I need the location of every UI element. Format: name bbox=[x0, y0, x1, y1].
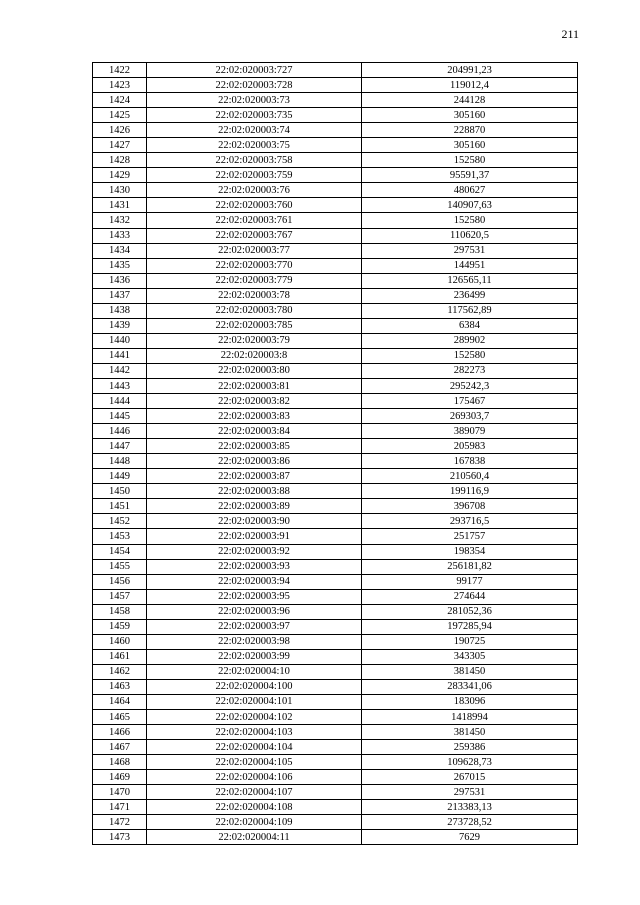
value-cell: 199116,9 bbox=[362, 484, 578, 499]
row-number-cell: 1442 bbox=[93, 363, 147, 378]
value-cell: 175467 bbox=[362, 394, 578, 409]
value-cell: 343305 bbox=[362, 649, 578, 664]
cadastral-number-cell: 22:02:020003:95 bbox=[147, 589, 362, 604]
table-row bbox=[93, 63, 578, 78]
cadastral-number-cell: 22:02:020003:74 bbox=[147, 123, 362, 138]
row-number-cell: 1432 bbox=[93, 213, 147, 228]
value-cell: 305160 bbox=[362, 138, 578, 153]
table-row bbox=[93, 318, 578, 333]
cadastral-number-cell: 22:02:020003:93 bbox=[147, 559, 362, 574]
row-number-cell: 1452 bbox=[93, 514, 147, 529]
value-cell: 152580 bbox=[362, 153, 578, 168]
table-row bbox=[93, 363, 578, 378]
cadastral-number-cell: 22:02:020003:779 bbox=[147, 273, 362, 288]
cadastral-number-cell: 22:02:020003:92 bbox=[147, 544, 362, 559]
row-number-cell: 1448 bbox=[93, 454, 147, 469]
value-cell: 293716,5 bbox=[362, 514, 578, 529]
value-cell: 7629 bbox=[362, 830, 578, 845]
value-cell: 205983 bbox=[362, 439, 578, 454]
row-number-cell: 1460 bbox=[93, 634, 147, 649]
value-cell: 213383,13 bbox=[362, 800, 578, 815]
table-row bbox=[93, 589, 578, 604]
table-row bbox=[93, 815, 578, 830]
value-cell: 228870 bbox=[362, 123, 578, 138]
cadastral-number-cell: 22:02:020003:88 bbox=[147, 484, 362, 499]
row-number-cell: 1463 bbox=[93, 679, 147, 694]
row-number-cell: 1447 bbox=[93, 439, 147, 454]
cadastral-number-cell: 22:02:020003:87 bbox=[147, 469, 362, 484]
cadastral-number-cell: 22:02:020003:84 bbox=[147, 424, 362, 439]
value-cell: 281052,36 bbox=[362, 604, 578, 619]
table-row bbox=[93, 93, 578, 108]
row-number-cell: 1453 bbox=[93, 529, 147, 544]
value-cell: 269303,7 bbox=[362, 409, 578, 424]
row-number-cell: 1449 bbox=[93, 469, 147, 484]
value-cell: 210560,4 bbox=[362, 469, 578, 484]
row-number-cell: 1468 bbox=[93, 755, 147, 770]
value-cell: 95591,37 bbox=[362, 168, 578, 183]
cadastral-number-cell: 22:02:020003:767 bbox=[147, 228, 362, 243]
row-number-cell: 1429 bbox=[93, 168, 147, 183]
cadastral-number-cell: 22:02:020004:105 bbox=[147, 755, 362, 770]
value-cell: 117562,89 bbox=[362, 303, 578, 318]
table-row bbox=[93, 619, 578, 634]
cadastral-number-cell: 22:02:020003:76 bbox=[147, 183, 362, 198]
table-row bbox=[93, 679, 578, 694]
row-number-cell: 1430 bbox=[93, 183, 147, 198]
value-cell: 267015 bbox=[362, 770, 578, 785]
cadastral-number-cell: 22:02:020003:85 bbox=[147, 439, 362, 454]
table-row bbox=[93, 529, 578, 544]
cadastral-number-cell: 22:02:020003:81 bbox=[147, 378, 362, 393]
row-number-cell: 1443 bbox=[93, 378, 147, 393]
value-cell: 297531 bbox=[362, 785, 578, 800]
cadastral-number-cell: 22:02:020003:75 bbox=[147, 138, 362, 153]
table-row bbox=[93, 649, 578, 664]
table-row bbox=[93, 153, 578, 168]
table-row bbox=[93, 333, 578, 348]
value-cell: 282273 bbox=[362, 363, 578, 378]
cadastral-number-cell: 22:02:020003:727 bbox=[147, 63, 362, 78]
cadastral-number-cell: 22:02:020004:101 bbox=[147, 694, 362, 709]
table-row bbox=[93, 108, 578, 123]
row-number-cell: 1428 bbox=[93, 153, 147, 168]
table-row bbox=[93, 740, 578, 755]
row-number-cell: 1467 bbox=[93, 740, 147, 755]
cadastral-number-cell: 22:02:020004:106 bbox=[147, 770, 362, 785]
cadastral-number-cell: 22:02:020003:760 bbox=[147, 198, 362, 213]
cadastral-number-cell: 22:02:020003:8 bbox=[147, 348, 362, 363]
row-number-cell: 1425 bbox=[93, 108, 147, 123]
value-cell: 389079 bbox=[362, 424, 578, 439]
table-row bbox=[93, 273, 578, 288]
row-number-cell: 1424 bbox=[93, 93, 147, 108]
table-row bbox=[93, 138, 578, 153]
cadastral-number-cell: 22:02:020003:97 bbox=[147, 619, 362, 634]
row-number-cell: 1461 bbox=[93, 649, 147, 664]
value-cell: 167838 bbox=[362, 454, 578, 469]
cadastral-number-cell: 22:02:020004:103 bbox=[147, 725, 362, 740]
value-cell: 126565,11 bbox=[362, 273, 578, 288]
row-number-cell: 1465 bbox=[93, 710, 147, 725]
table-row bbox=[93, 243, 578, 258]
cadastral-number-cell: 22:02:020003:99 bbox=[147, 649, 362, 664]
value-cell: 152580 bbox=[362, 213, 578, 228]
table-row bbox=[93, 288, 578, 303]
value-cell: 110620,5 bbox=[362, 228, 578, 243]
row-number-cell: 1451 bbox=[93, 499, 147, 514]
table-row bbox=[93, 559, 578, 574]
table-row bbox=[93, 303, 578, 318]
value-cell: 297531 bbox=[362, 243, 578, 258]
value-cell: 381450 bbox=[362, 725, 578, 740]
table-row bbox=[93, 710, 578, 725]
cadastral-number-cell: 22:02:020003:758 bbox=[147, 153, 362, 168]
value-cell: 259386 bbox=[362, 740, 578, 755]
page-number: 211 bbox=[561, 27, 579, 41]
cadastral-number-cell: 22:02:020003:89 bbox=[147, 499, 362, 514]
value-cell: 274644 bbox=[362, 589, 578, 604]
row-number-cell: 1446 bbox=[93, 424, 147, 439]
table-row bbox=[93, 213, 578, 228]
row-number-cell: 1472 bbox=[93, 815, 147, 830]
table-row bbox=[93, 198, 578, 213]
value-cell: 109628,73 bbox=[362, 755, 578, 770]
row-number-cell: 1444 bbox=[93, 394, 147, 409]
cadastral-number-cell: 22:02:020003:728 bbox=[147, 78, 362, 93]
table-row bbox=[93, 574, 578, 589]
row-number-cell: 1445 bbox=[93, 409, 147, 424]
table-row bbox=[93, 770, 578, 785]
cadastral-number-cell: 22:02:020004:109 bbox=[147, 815, 362, 830]
cadastral-number-cell: 22:02:020003:96 bbox=[147, 604, 362, 619]
cadastral-number-cell: 22:02:020003:94 bbox=[147, 574, 362, 589]
value-cell: 1418994 bbox=[362, 710, 578, 725]
row-number-cell: 1427 bbox=[93, 138, 147, 153]
row-number-cell: 1422 bbox=[93, 63, 147, 78]
table-row bbox=[93, 484, 578, 499]
table-row bbox=[93, 409, 578, 424]
cadastral-number-cell: 22:02:020004:104 bbox=[147, 740, 362, 755]
row-number-cell: 1469 bbox=[93, 770, 147, 785]
row-number-cell: 1423 bbox=[93, 78, 147, 93]
value-cell: 190725 bbox=[362, 634, 578, 649]
row-number-cell: 1433 bbox=[93, 228, 147, 243]
row-number-cell: 1436 bbox=[93, 273, 147, 288]
value-cell: 381450 bbox=[362, 664, 578, 679]
cadastral-number-cell: 22:02:020003:90 bbox=[147, 514, 362, 529]
value-cell: 480627 bbox=[362, 183, 578, 198]
cadastral-number-cell: 22:02:020004:102 bbox=[147, 710, 362, 725]
cadastral-number-cell: 22:02:020003:735 bbox=[147, 108, 362, 123]
cadastral-number-cell: 22:02:020003:785 bbox=[147, 318, 362, 333]
cadastral-number-cell: 22:02:020003:759 bbox=[147, 168, 362, 183]
cadastral-number-cell: 22:02:020003:73 bbox=[147, 93, 362, 108]
value-cell: 273728,52 bbox=[362, 815, 578, 830]
cadastral-number-cell: 22:02:020003:98 bbox=[147, 634, 362, 649]
table-row bbox=[93, 394, 578, 409]
cadastral-number-cell: 22:02:020004:10 bbox=[147, 664, 362, 679]
value-cell: 289902 bbox=[362, 333, 578, 348]
row-number-cell: 1431 bbox=[93, 198, 147, 213]
cadastral-number-cell: 22:02:020004:108 bbox=[147, 800, 362, 815]
table-row bbox=[93, 544, 578, 559]
cadastral-value-table bbox=[92, 62, 578, 845]
table-row bbox=[93, 634, 578, 649]
value-cell: 99177 bbox=[362, 574, 578, 589]
row-number-cell: 1450 bbox=[93, 484, 147, 499]
cadastral-number-cell: 22:02:020003:86 bbox=[147, 454, 362, 469]
value-cell: 251757 bbox=[362, 529, 578, 544]
cadastral-number-cell: 22:02:020003:77 bbox=[147, 243, 362, 258]
value-cell: 295242,3 bbox=[362, 378, 578, 393]
cadastral-number-cell: 22:02:020003:80 bbox=[147, 363, 362, 378]
row-number-cell: 1435 bbox=[93, 258, 147, 273]
row-number-cell: 1434 bbox=[93, 243, 147, 258]
table-row bbox=[93, 168, 578, 183]
value-cell: 244128 bbox=[362, 93, 578, 108]
table-row bbox=[93, 499, 578, 514]
table-row bbox=[93, 800, 578, 815]
table-row bbox=[93, 694, 578, 709]
table-row bbox=[93, 424, 578, 439]
row-number-cell: 1438 bbox=[93, 303, 147, 318]
value-cell: 396708 bbox=[362, 499, 578, 514]
value-cell: 183096 bbox=[362, 694, 578, 709]
row-number-cell: 1441 bbox=[93, 348, 147, 363]
row-number-cell: 1473 bbox=[93, 830, 147, 845]
row-number-cell: 1459 bbox=[93, 619, 147, 634]
row-number-cell: 1470 bbox=[93, 785, 147, 800]
cadastral-number-cell: 22:02:020003:761 bbox=[147, 213, 362, 228]
row-number-cell: 1426 bbox=[93, 123, 147, 138]
cadastral-number-cell: 22:02:020003:79 bbox=[147, 333, 362, 348]
table-row bbox=[93, 378, 578, 393]
cadastral-number-cell: 22:02:020003:780 bbox=[147, 303, 362, 318]
row-number-cell: 1464 bbox=[93, 694, 147, 709]
table-row bbox=[93, 830, 578, 845]
value-cell: 119012,4 bbox=[362, 78, 578, 93]
cadastral-number-cell: 22:02:020003:82 bbox=[147, 394, 362, 409]
row-number-cell: 1456 bbox=[93, 574, 147, 589]
value-cell: 152580 bbox=[362, 348, 578, 363]
table-row bbox=[93, 725, 578, 740]
cadastral-number-cell: 22:02:020004:11 bbox=[147, 830, 362, 845]
table-row bbox=[93, 454, 578, 469]
row-number-cell: 1437 bbox=[93, 288, 147, 303]
row-number-cell: 1466 bbox=[93, 725, 147, 740]
value-cell: 236499 bbox=[362, 288, 578, 303]
value-cell: 204991,23 bbox=[362, 63, 578, 78]
row-number-cell: 1458 bbox=[93, 604, 147, 619]
value-cell: 140907,63 bbox=[362, 198, 578, 213]
value-cell: 197285,94 bbox=[362, 619, 578, 634]
cadastral-number-cell: 22:02:020003:83 bbox=[147, 409, 362, 424]
cadastral-number-cell: 22:02:020004:107 bbox=[147, 785, 362, 800]
cadastral-number-cell: 22:02:020003:78 bbox=[147, 288, 362, 303]
row-number-cell: 1455 bbox=[93, 559, 147, 574]
cadastral-number-cell: 22:02:020004:100 bbox=[147, 679, 362, 694]
table-row bbox=[93, 604, 578, 619]
table-row bbox=[93, 755, 578, 770]
table-row bbox=[93, 78, 578, 93]
table-row bbox=[93, 514, 578, 529]
table-row bbox=[93, 183, 578, 198]
table-row bbox=[93, 785, 578, 800]
table-row bbox=[93, 664, 578, 679]
row-number-cell: 1440 bbox=[93, 333, 147, 348]
value-cell: 144951 bbox=[362, 258, 578, 273]
table-row bbox=[93, 469, 578, 484]
table-body bbox=[93, 63, 578, 845]
table-row bbox=[93, 439, 578, 454]
value-cell: 305160 bbox=[362, 108, 578, 123]
value-cell: 283341,06 bbox=[362, 679, 578, 694]
table-row bbox=[93, 348, 578, 363]
cadastral-number-cell: 22:02:020003:91 bbox=[147, 529, 362, 544]
row-number-cell: 1454 bbox=[93, 544, 147, 559]
row-number-cell: 1462 bbox=[93, 664, 147, 679]
row-number-cell: 1457 bbox=[93, 589, 147, 604]
cadastral-number-cell: 22:02:020003:770 bbox=[147, 258, 362, 273]
table-row bbox=[93, 123, 578, 138]
value-cell: 198354 bbox=[362, 544, 578, 559]
row-number-cell: 1439 bbox=[93, 318, 147, 333]
table-row bbox=[93, 258, 578, 273]
value-cell: 6384 bbox=[362, 318, 578, 333]
row-number-cell: 1471 bbox=[93, 800, 147, 815]
table-row bbox=[93, 228, 578, 243]
value-cell: 256181,82 bbox=[362, 559, 578, 574]
